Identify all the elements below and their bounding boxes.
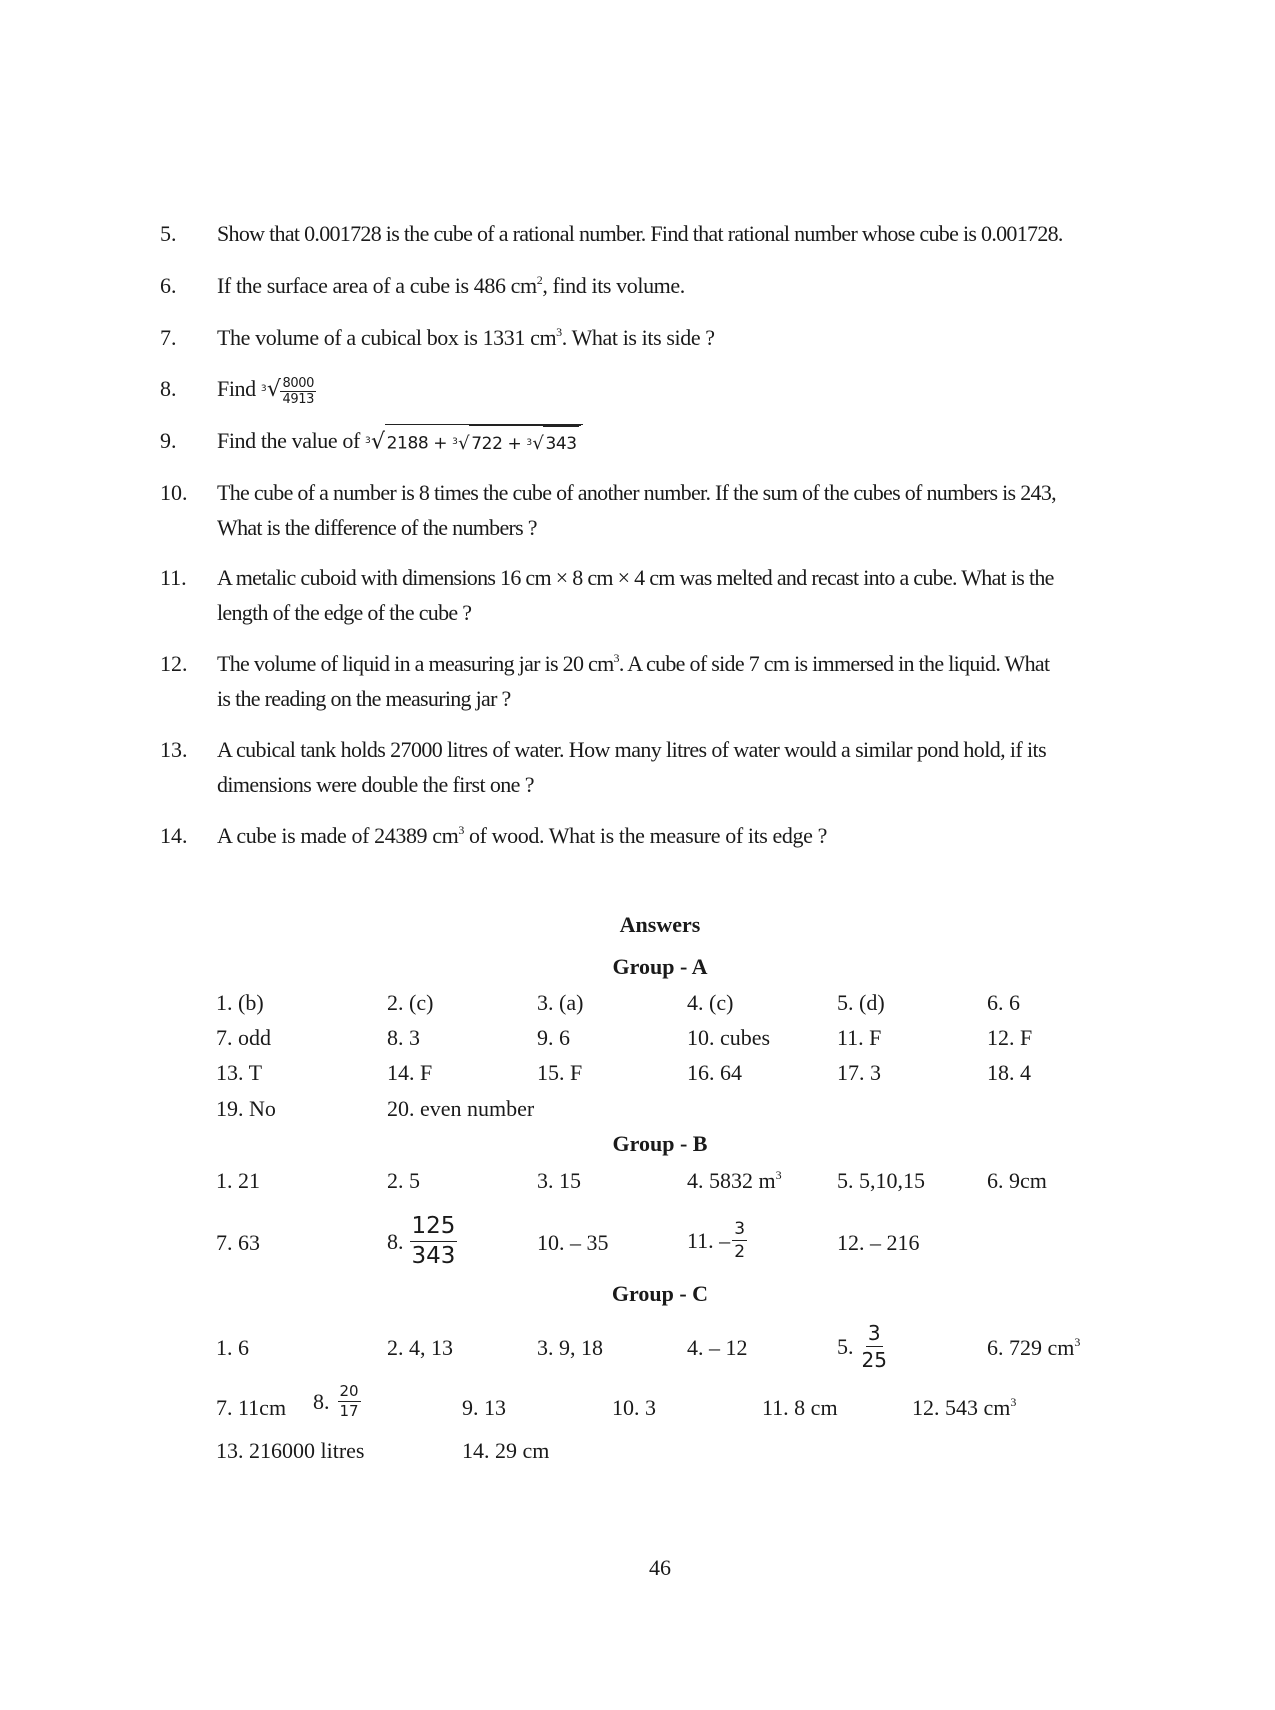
answer: 20. even number <box>387 1096 535 1121</box>
answer: 16. 64 <box>687 1060 742 1085</box>
answer: 19. No <box>216 1096 276 1121</box>
group-a-heading: Group - A <box>612 954 708 979</box>
question-number: 9. <box>160 428 177 453</box>
answer: 13. T <box>216 1060 263 1085</box>
question-text: Find the value of 3 √ 2188 + 3 √ 722 + 3 √ 343 <box>217 423 1217 462</box>
answer: 3. 9, 18 <box>537 1335 603 1360</box>
answer: 5. (d) <box>837 990 885 1015</box>
answer: 4. 5832 $m^3$ <box>687 1168 782 1193</box>
question-number: 7. <box>160 325 177 350</box>
answer: 13. 216000 litres <box>216 1438 365 1463</box>
answer: 8. 3 <box>387 1025 420 1050</box>
answer: 2. 4, 13 <box>387 1335 453 1360</box>
question-number: 14. <box>160 823 188 848</box>
answer: 3. 15 <box>537 1168 581 1193</box>
question-text: A cubical tank holds 27000 litres of water. How many litres of water would a similar pond hold, if its dimensions were double the first one ? <box>217 737 1047 797</box>
answer: 18. 4 <box>987 1060 1031 1085</box>
answer: 1. 21 <box>216 1168 260 1193</box>
group-c-heading: Group - C <box>611 1281 709 1306</box>
answer: 15. F <box>537 1060 583 1085</box>
answer: 10. cubes <box>687 1025 771 1050</box>
question-number: 11. <box>160 565 187 590</box>
answer: 17. 3 <box>837 1060 881 1085</box>
answer: 11. 8 cm <box>762 1395 838 1420</box>
cube-root-expression: 3 √ $\frac{8000}{4913}$ <box>260 376 314 408</box>
answer: 1. (b) <box>216 990 264 1015</box>
question-number: 5. <box>160 221 177 246</box>
question-number: 8. <box>160 376 177 401</box>
answer: 14. 29 cm <box>462 1438 550 1463</box>
answer: 7. 63 <box>216 1230 260 1255</box>
answer: 5. 5,10,15 <box>837 1168 925 1193</box>
answer: 12. – 216 <box>837 1230 920 1255</box>
answer: 6. 729 $cm^3$ <box>987 1335 1081 1360</box>
answer: 10. – 35 <box>537 1230 609 1255</box>
question-number: 12. <box>160 651 188 676</box>
answer: 12. F <box>987 1025 1033 1050</box>
question-text: The volume of liquid in a measuring jar is 20 $cm^3$. A cube of side 7 cm is immersed in the liquid. What is the reading on the measuring jar ? <box>217 651 1050 711</box>
answer-fraction: 11. – 3 2 <box>687 1219 746 1262</box>
answer: 2. (c) <box>387 990 434 1015</box>
answer-fraction: 8. 20 17 <box>313 1382 359 1420</box>
answer-fraction: 5. 3 25 <box>837 1321 887 1372</box>
question-text: Show that 0.001728 is the cube of a rational number. Find that rational number whose cube is 0.001728. <box>217 221 1063 246</box>
answer: 7. odd <box>216 1025 271 1050</box>
answer: 12. 543 $cm^3$ <box>912 1395 1017 1420</box>
question-text: The volume of a cubical box is 1331 $cm^3$. What is its side ? <box>217 325 715 350</box>
answer: 4. – 12 <box>687 1335 748 1360</box>
question-text: The cube of a number is 8 times the cube of another number. If the sum of the cubes of numbers is 243, What is the difference of the numbers ? <box>217 480 1056 540</box>
question-text: Find 3 √ $\frac{8000}{4913}$ <box>217 371 1217 409</box>
question-text: A metalic cuboid with dimensions 16 cm × 8 cm × 4 cm was melted and recast into a cube. What is the length of the edge of the cube ? <box>217 565 1054 625</box>
question-number: 6. <box>160 273 177 298</box>
answer: 2. 5 <box>387 1168 420 1193</box>
answer: 6. 6 <box>987 990 1020 1015</box>
nested-cube-root-expression: 3 √ 2188 + 3 √ 722 + 3 √ 343 <box>365 424 583 462</box>
answer: 11. F <box>837 1025 882 1050</box>
answer-fraction: 8. 125 343 <box>387 1213 456 1269</box>
answer: 1. 6 <box>216 1335 249 1360</box>
answer: 9. 6 <box>537 1025 570 1050</box>
group-b-heading: Group - B <box>612 1131 708 1156</box>
answers-heading: Answers <box>619 912 701 937</box>
page-number: 46 <box>649 1555 671 1580</box>
question-text: A cube is made of 24389 $cm^3$ of wood. What is the measure of its edge ? <box>217 823 827 848</box>
answer: 3. (a) <box>537 990 584 1015</box>
answer: 6. 9cm <box>987 1168 1047 1193</box>
answer: 7. 11cm <box>216 1395 287 1420</box>
answer: 4. (c) <box>687 990 734 1015</box>
answer: 9. 13 <box>462 1395 506 1420</box>
answer: 10. 3 <box>612 1395 656 1420</box>
question-number: 13. <box>160 737 188 762</box>
question-number: 10. <box>160 480 188 505</box>
answer: 14. F <box>387 1060 433 1085</box>
question-text: If the surface area of a cube is 486 $cm^2$, find its volume. <box>217 273 685 298</box>
